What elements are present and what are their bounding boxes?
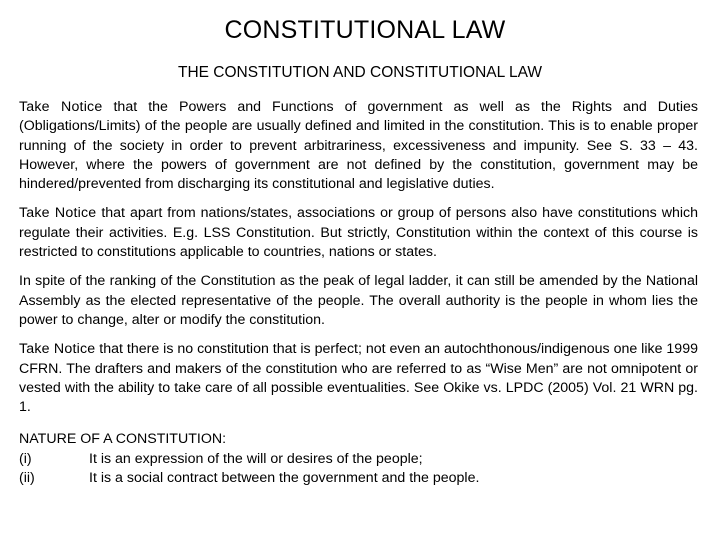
- nature-of-constitution-section: [19, 430, 698, 488]
- paragraph-text: that apart from nations/states, associations or group of persons also have constitutions which regulate their activities. E.g. LSS Constitution. But strictly, Constitution within the context of this course is restricted to constitutions applicable to countries, nations or states.: [19, 205, 699, 261]
- paragraph-text: that the Powers and Functions of government as well as the Rights and Duties (Obligations/Limits) of the people are usually defined and limited in the constitution. This is to enable proper running of the society in order to prevent arbitrariness, excessiveness and impunity. See S. 33 – 43. However, where the powers of government are not defined by the constitution, government may be hindered/prevented from discharging its constitutional and legislative duties.: [19, 99, 698, 193]
- take-notice-label: Take Notice: [19, 99, 103, 115]
- paragraph-associations: [19, 204, 698, 262]
- slide-body: [19, 98, 698, 488]
- list-item: [19, 469, 698, 488]
- list-item-number: (i): [19, 450, 32, 467]
- paragraph-no-perfect-constitution: [19, 340, 698, 417]
- list-item-number: (ii): [19, 470, 35, 487]
- take-notice-label: Take Notice: [19, 341, 96, 358]
- paragraph-amendment: [19, 272, 698, 330]
- nature-heading: NATURE OF A CONSTITUTION:: [19, 431, 227, 448]
- paragraph-text: that there is no constitution that is perfect; not even an autochthonous/indigenous one like 1999 CFRN. The drafters and makers of the constitution who are referred to as “Wise Men” are not omnipotent or vested with the ability to take care of all possible eventualities. See Okike vs. LPDC (2005) Vol. 21 WRN pg. 1.: [19, 341, 698, 416]
- list-item: [19, 450, 698, 469]
- paragraph-text: In spite of the ranking of the Constitution as the peak of legal ladder, it can still be amended by the National Assembly as the elected representative of the people. The overall authority is the people in whom lies the power to change, alter or modify the constitution.: [19, 273, 698, 328]
- list-item-text: It is a social contract between the government and the people.: [89, 470, 480, 487]
- paragraph-powers-functions: [19, 98, 698, 194]
- section-heading: THE CONSTITUTION AND CONSTITUTIONAL LAW: [178, 64, 542, 81]
- list-item-text: It is an expression of the will or desires of the people;: [89, 450, 423, 467]
- take-notice-label: Take Notice: [19, 205, 97, 222]
- page-title: CONSTITUTIONAL LAW: [224, 16, 506, 44]
